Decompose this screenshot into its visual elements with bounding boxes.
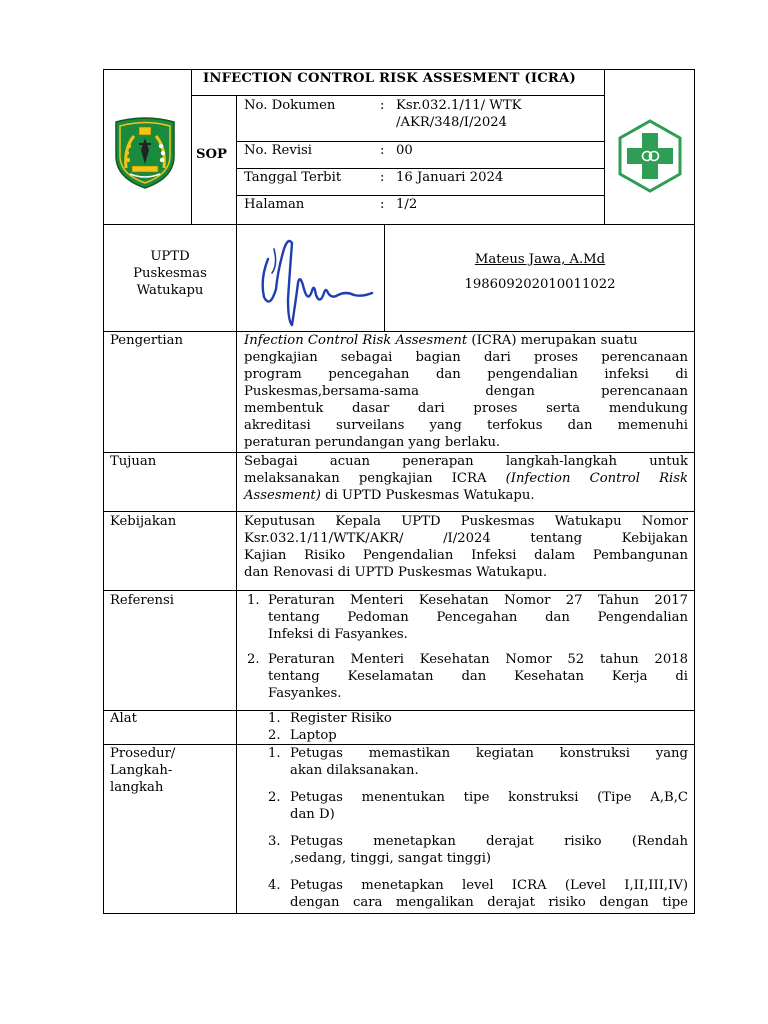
page-colon: : xyxy=(380,197,385,212)
issue-date-value: 16 Januari 2024 xyxy=(396,170,504,185)
grid-line xyxy=(236,141,604,142)
referensi-item-number: 1. xyxy=(247,593,260,608)
kebijakan-line: Ksr.032.1/11/WTK/AKR/ /I/2024 tentang Kebijakan xyxy=(244,531,688,546)
issue-date-colon: : xyxy=(380,170,385,185)
referensi-item-line: Peraturan Menteri Kesehatan Nomor 27 Tahun 2017 xyxy=(268,593,688,608)
referensi-item-line: Peraturan Menteri Kesehatan Nomor 52 tahun 2018 xyxy=(268,652,688,667)
prosedur-step-line: Petugas memastikan kegiatan konstruksi yang xyxy=(290,746,688,761)
section-label-kebijakan: Kebijakan xyxy=(110,514,177,529)
grid-line xyxy=(103,224,695,225)
kebijakan-line: Kajian Risiko Pengendalian Infeksi dalam Pembangunan xyxy=(244,548,688,563)
puskesmas-cross-logo xyxy=(616,119,684,193)
prosedur-step-line: Petugas menetapkan level ICRA (Level I,II,III,IV) xyxy=(290,878,688,893)
referensi-item-line: tentang Keselamatan dan Kesehatan Kerja di xyxy=(268,669,688,684)
prosedur-step-line: Petugas menetapkan derajat risiko (Rendah xyxy=(290,834,688,849)
revision-value: 00 xyxy=(396,143,413,158)
alat-item-text: Laptop xyxy=(290,728,337,743)
prosedur-step-line: Petugas menentukan tipe konstruksi (Tipe A,B,C xyxy=(290,790,688,805)
grid-line xyxy=(236,95,237,224)
section-label-prosedur: Langkah- xyxy=(110,763,173,778)
pengertian-line-rest: (ICRA) merupakan suatu xyxy=(467,333,638,348)
issue-date-label: Tanggal Terbit xyxy=(244,170,342,185)
prosedur-step-number: 1. xyxy=(268,746,281,761)
referensi-item-line: Fasyankes. xyxy=(268,686,342,701)
org-name-line2: Puskesmas xyxy=(133,266,207,281)
signer-name: Mateus Jawa, A.Md xyxy=(474,252,606,267)
referensi-item-line: tentang Pedoman Pencegahan dan Pengendalian xyxy=(268,610,688,625)
prosedur-step-line: dengan cara mengalikan derajat risiko dengan tipe xyxy=(290,895,688,910)
grid-line xyxy=(103,452,695,453)
alat-item-number: 2. xyxy=(268,728,281,743)
kebijakan-line: dan Renovasi di UPTD Puskesmas Watukapu. xyxy=(244,565,548,580)
grid-line xyxy=(191,69,192,224)
handwritten-signature xyxy=(254,229,378,329)
referensi-item-line: Infeksi di Fasyankes. xyxy=(268,627,408,642)
grid-line xyxy=(103,331,695,332)
tujuan-line xyxy=(244,471,688,488)
prosedur-step-number: 3. xyxy=(268,834,281,849)
prosedur-step-number: 4. xyxy=(268,878,281,893)
pengertian-line: peraturan perundangan yang berlaku. xyxy=(244,435,501,450)
signer-nip: 198609202010011022 xyxy=(464,277,616,292)
doc-number-value-line2: /AKR/348/I/2024 xyxy=(396,115,508,130)
doc-number-colon: : xyxy=(380,98,385,113)
section-label-tujuan: Tujuan xyxy=(110,454,157,469)
kebijakan-line: Keputusan Kepala UPTD Puskesmas Watukapu Nomor xyxy=(244,514,688,529)
referensi-item-number: 2. xyxy=(247,652,260,667)
pengertian-line: program pencegahan dan pengendalian infeksi di xyxy=(244,367,688,382)
grid-line xyxy=(604,69,605,224)
tujuan-line: Sebagai acuan penerapan langkah-langkah untuk xyxy=(244,454,688,469)
grid-line xyxy=(103,710,695,711)
prosedur-step-number: 2. xyxy=(268,790,281,805)
alat-item-text: Register Risiko xyxy=(290,711,392,726)
tujuan-italic-term: Assesment) xyxy=(244,488,321,503)
document-title: INFECTION CONTROL RISK ASSESMENT (ICRA) xyxy=(203,71,576,86)
pengertian-italic-term: Infection Control Risk Assesment xyxy=(244,333,468,348)
pengertian-line: pengkajian sebagai bagian dari proses perencanaan xyxy=(244,350,688,365)
tujuan-text: melaksanakan pengkajian ICRA xyxy=(244,471,506,486)
pengertian-line xyxy=(244,333,688,350)
grid-line xyxy=(236,195,604,196)
alat-item-number: 1. xyxy=(268,711,281,726)
tujuan-italic-term: (Infection Control Risk xyxy=(505,471,688,486)
pengertian-line: membentuk dasar dari proses serta mendukung xyxy=(244,401,688,416)
grid-line xyxy=(236,224,237,914)
section-label-prosedur: langkah xyxy=(110,780,164,795)
prosedur-step-line: dan D) xyxy=(290,807,335,822)
doc-number-label: No. Dokumen xyxy=(244,98,336,113)
regional-emblem-logo xyxy=(110,116,180,190)
org-name-line3: Watukapu xyxy=(136,283,204,298)
section-label-prosedur: Prosedur/ xyxy=(110,746,176,761)
sop-label: SOP xyxy=(196,147,227,162)
grid-line xyxy=(103,744,695,745)
section-label-pengertian: Pengertian xyxy=(110,333,184,348)
prosedur-step-line: akan dilaksanakan. xyxy=(290,763,419,778)
doc-number-value: Ksr.032.1/11/ WTK xyxy=(396,98,522,113)
pengertian-line: Puskesmas,bersama-sama dengan perencanaan xyxy=(244,384,688,399)
tujuan-text: di UPTD Puskesmas Watukapu. xyxy=(320,488,535,503)
grid-line xyxy=(103,511,695,512)
section-label-alat: Alat xyxy=(110,711,137,726)
org-name-line1: UPTD xyxy=(150,249,190,264)
page-value: 1/2 xyxy=(396,197,418,212)
revision-colon: : xyxy=(380,143,385,158)
section-label-referensi: Referensi xyxy=(110,593,175,608)
tujuan-line xyxy=(244,488,535,505)
grid-line xyxy=(191,95,604,96)
pengertian-line: akreditasi surveilans yang terfokus dan memenuhi xyxy=(244,418,688,433)
grid-line xyxy=(236,168,604,169)
revision-label: No. Revisi xyxy=(244,143,313,158)
prosedur-step-line: ,sedang, tinggi, sangat tinggi) xyxy=(290,851,492,866)
page-label: Halaman xyxy=(244,197,305,212)
grid-line xyxy=(103,590,695,591)
